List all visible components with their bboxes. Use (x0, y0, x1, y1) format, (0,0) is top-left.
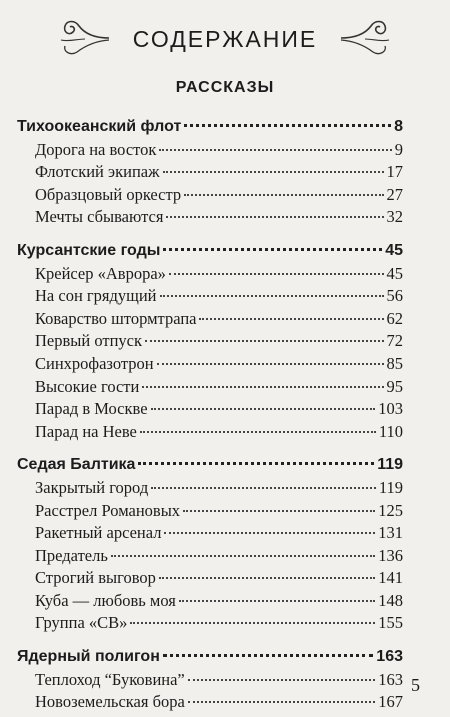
toc-entry-title: Предатель (35, 545, 108, 565)
page-title: СОДЕРЖАНИЕ (132, 26, 318, 52)
dot-leader (179, 600, 375, 602)
dot-leader (188, 679, 375, 681)
toc-entry-page: 119 (377, 456, 403, 474)
dot-leader (151, 487, 376, 489)
page-number: 5 (411, 675, 420, 695)
toc-entry-title: Синхрофазотрон (35, 353, 154, 373)
toc-entry-title: На сон грядущий (35, 286, 157, 306)
toc-story-row (17, 330, 403, 353)
toc-story-row (17, 669, 403, 692)
dot-leader (130, 622, 375, 624)
toc-entry-page: 32 (386, 207, 403, 227)
toc-story-row (17, 477, 403, 500)
toc-entry-title: Ракетный арсенал (35, 523, 162, 543)
toc-entry-title: Теплоход “Буковина” (35, 669, 185, 689)
flourish-ornament-icon (339, 16, 395, 56)
toc-entry-page: 155 (378, 613, 403, 633)
toc-entry-title: Строгий выговор (35, 568, 156, 588)
toc-entry-page: 85 (386, 353, 403, 373)
toc-story-row (17, 161, 403, 184)
toc-story-row (17, 263, 403, 286)
toc-entry-page: 141 (378, 568, 403, 588)
toc-entry-page: 17 (386, 162, 403, 182)
toc-entry-title: Дорога на восток (35, 139, 157, 159)
dot-leader (184, 124, 391, 127)
toc-entry-title: Первый отпуск (35, 331, 142, 351)
toc-entry-title: Куба — любовь моя (35, 590, 176, 610)
toc-entry-page: 119 (378, 477, 403, 497)
toc-entry-page: 163 (376, 648, 403, 666)
toc-entry-page: 95 (386, 376, 403, 396)
toc-entry-page: 56 (386, 286, 403, 306)
toc-entry-page: 103 (378, 399, 403, 419)
toc-story-row (17, 691, 403, 714)
dot-leader (188, 701, 375, 703)
dot-leader (111, 555, 375, 557)
toc-story-row (17, 590, 403, 613)
toc-story-row (17, 567, 403, 590)
toc-entry-page: 163 (378, 669, 403, 689)
dot-leader (159, 577, 375, 579)
toc-story-row (17, 139, 403, 162)
section-title: РАССКАЗЫ (175, 79, 275, 96)
toc-story-row (17, 421, 403, 444)
dot-leader (159, 149, 391, 151)
toc-entry-page: 9 (394, 139, 403, 159)
toc-chapter-row (17, 240, 403, 263)
dot-leader (163, 654, 373, 657)
toc-entry-title: Коварство штормтрапа (35, 308, 197, 328)
dot-leader (160, 295, 384, 297)
toc-story-row (17, 500, 403, 523)
toc-entry-title: Новоземельская бора (35, 692, 185, 712)
toc-entry-page: 72 (386, 331, 403, 351)
toc-entry-page: 27 (386, 184, 403, 204)
toc-entry-page: 167 (378, 692, 403, 712)
toc-entry-title: Расстрел Романовых (35, 500, 181, 520)
dot-leader (140, 431, 376, 433)
toc-entry-page: 45 (386, 263, 403, 283)
table-of-contents (17, 116, 403, 714)
toc-entry-page: 8 (394, 118, 403, 135)
toc-entry-page: 125 (378, 500, 403, 520)
toc-story-row (17, 184, 403, 207)
toc-entry-title: Высокие гости (35, 376, 140, 396)
dot-leader (163, 248, 382, 251)
dot-leader (142, 386, 383, 388)
toc-entry-page: 62 (386, 308, 403, 328)
toc-entry-title: Седая Балтика (17, 456, 136, 474)
toc-story-row (17, 308, 403, 331)
dot-leader (145, 340, 384, 342)
dot-leader (183, 510, 375, 512)
toc-entry-title: Ядерный полигон (17, 648, 160, 666)
toc-story-row (17, 376, 403, 399)
toc-entry-title: Мечты сбываются (35, 207, 164, 227)
toc-entry-title: Образцовый оркестр (35, 184, 182, 204)
dot-leader (164, 532, 375, 534)
dot-leader (151, 408, 376, 410)
toc-story-row (17, 398, 403, 421)
toc-entry-page: 45 (385, 241, 403, 259)
header (55, 6, 395, 68)
dot-leader (166, 216, 383, 218)
toc-entry-title: Парад на Неве (35, 421, 137, 441)
toc-story-row (17, 545, 403, 568)
toc-entry-page: 136 (378, 545, 403, 565)
dot-leader (138, 462, 374, 465)
toc-chapter-row (17, 646, 403, 669)
toc-story-row (17, 206, 403, 229)
toc-chapter-row (17, 454, 403, 477)
toc-story-row (17, 612, 403, 635)
dot-leader (169, 273, 384, 275)
toc-story-row (17, 353, 403, 376)
toc-story-row (17, 522, 403, 545)
toc-entry-title: Флотский экипаж (35, 162, 160, 182)
dot-leader (184, 194, 383, 196)
dot-leader (157, 363, 384, 365)
toc-chapter-row (17, 116, 403, 139)
toc-entry-page: 148 (378, 590, 403, 610)
dot-leader (163, 171, 384, 173)
toc-entry-title: Курсантские годы (17, 241, 161, 259)
toc-entry-page: 131 (378, 523, 403, 543)
toc-entry-title: Крейсер «Аврора» (35, 263, 166, 283)
toc-entry-title: Тихоокеанский флот (17, 118, 182, 135)
toc-entry-title: Парад в Москве (35, 399, 148, 419)
toc-entry-title: Группа «СВ» (35, 613, 128, 633)
toc-entry-page: 110 (378, 421, 403, 441)
dot-leader (199, 318, 383, 320)
toc-story-row (17, 285, 403, 308)
toc-entry-title: Закрытый город (35, 477, 149, 497)
